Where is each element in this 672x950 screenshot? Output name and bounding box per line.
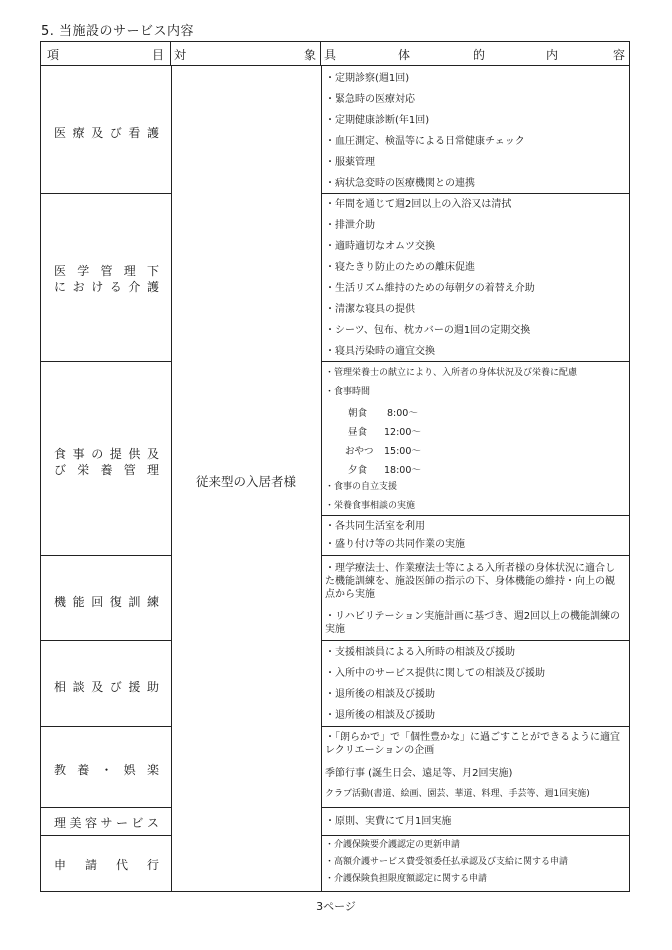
detail-medical [321, 66, 629, 194]
list-item: ・理学療法士、作業療法士等による入所者様の身体状況に適合した機能訓練を、施設医師の指示の下、身体機能の維持・向上の観点から実施 [325, 563, 615, 600]
meal-time: 18:00〜 [384, 465, 421, 476]
list-item: ・病状急変時の医療機関との連携 [325, 178, 475, 189]
meal-name: 昼食 [348, 427, 368, 438]
list-item: ・食事時間 [325, 387, 371, 397]
header-detail [321, 42, 629, 65]
list-item: ・寝具汚染時の適宜交換 [325, 346, 435, 357]
detail-beauty [321, 808, 629, 836]
category-label: に お け る 介 護 [54, 280, 159, 294]
header-detail-char: 体 [398, 48, 411, 62]
header-detail-char: 内 [546, 48, 559, 62]
target-value: 従来型の入居者様 [195, 474, 296, 489]
list-item: ・栄養食事相談の実施 [325, 501, 416, 511]
category-label: 相 談 及 び 援 助 [54, 680, 159, 694]
detail-meals [321, 362, 629, 556]
header-detail-char: 具 [324, 48, 337, 62]
category-label: 医 療 及 び 看 護 [54, 126, 159, 140]
list-item: ・介護保険負担限度額認定に関する申請 [325, 874, 488, 884]
section-title: 5. 当施設のサービス内容 [41, 24, 195, 39]
meal-name: 朝食 [348, 408, 368, 419]
list-item: ・入所中のサービス提供に関しての相談及び援助 [325, 668, 545, 679]
meal-name: 夕食 [348, 465, 368, 476]
list-item: ・年間を通じて週2回以上の入浴又は清拭 [325, 199, 512, 210]
header-target-char: 対 [174, 48, 187, 62]
list-item: ・定期健康診断(年1回) [325, 115, 430, 126]
detail-rehab [321, 556, 629, 641]
list-item: ・排泄介助 [325, 220, 375, 231]
header-item-char: 目 [151, 48, 164, 62]
column-divider [171, 66, 172, 891]
category-medical [41, 66, 171, 194]
detail-applications [321, 836, 629, 891]
header-target-char: 象 [303, 48, 316, 62]
header-detail-char: 容 [612, 48, 625, 62]
services-table [40, 41, 630, 892]
category-label: 理 美 容 サ ー ビ ス [54, 816, 159, 830]
list-item: ・介護保険要介護認定の更新申請 [325, 840, 461, 850]
header-item [41, 42, 171, 65]
list-item: ・盛り付け等の共同作業の実施 [325, 539, 465, 550]
list-item: 季節行事 (誕生日会、遠足等、月2回実施) [325, 768, 513, 779]
list-item: クラブ活動(書道、絵画、園芸、華道、料理、手芸等、週1回実施) [325, 789, 590, 799]
table-header [41, 42, 629, 66]
category-label: 申 請 代 行 [54, 858, 159, 872]
list-item: ・リハビリテーション実施計画に基づき、週2回以上の機能訓練の実施 [325, 611, 621, 635]
category-consultation [41, 641, 171, 727]
list-item: ・適時適切なオムツ交換 [325, 241, 435, 252]
category-label: 機 能 回 復 訓 練 [54, 595, 159, 609]
category-label: び 栄 養 管 理 [54, 463, 159, 477]
list-item: ・寝たきり防止のための離床促進 [325, 262, 475, 273]
list-item: ・シーツ、包布、枕カバーの週1回の定期交換 [325, 325, 531, 336]
list-item: ・食事の自立支援 [325, 482, 398, 492]
category-recreation [41, 727, 171, 808]
detail-care [321, 194, 629, 362]
category-label: 食 事 の 提 供 及 [54, 447, 159, 461]
list-item: ・原則、実費にて月1回実施 [325, 816, 452, 827]
header-target [171, 42, 321, 65]
header-detail-char: 的 [473, 48, 486, 62]
meal-time: 15:00〜 [384, 446, 421, 457]
category-label: 医 学 管 理 下 [54, 264, 159, 278]
list-item: ・血圧測定、検温等による日常健康チェック [325, 136, 525, 147]
list-item: ・定期診察(週1回) [325, 73, 410, 84]
category-beauty [41, 808, 171, 836]
detail-recreation [321, 727, 629, 808]
list-item: ・支援相談員による入所時の相談及び援助 [325, 647, 515, 658]
list-item: ・「朗らかで」で「個性豊かな」に過ごすことができるように適宜レクリエーションの企画 [325, 732, 620, 756]
sub-divider [321, 515, 629, 516]
list-item: ・緊急時の医療対応 [325, 94, 415, 105]
list-item: ・各共同生活室を利用 [325, 521, 425, 532]
header-item-char: 項 [47, 48, 60, 62]
list-item: ・高額介護サービス費受領委任払承認及び支給に関する申請 [325, 857, 569, 867]
list-item: ・退所後の相談及び援助 [325, 689, 435, 700]
category-care [41, 194, 171, 362]
detail-consultation [321, 641, 629, 727]
page-number: 3ページ [316, 900, 356, 913]
category-label: 教 養 ・ 娯 楽 [54, 763, 159, 777]
meal-time: 8:00〜 [387, 408, 418, 419]
list-item: ・清潔な寝具の提供 [325, 304, 415, 315]
list-item: ・生活リズム維持のための毎朝夕の着替え介助 [325, 283, 535, 294]
category-rehab [41, 556, 171, 641]
meal-name: おやつ [345, 446, 374, 457]
list-item: ・服薬管理 [325, 157, 375, 168]
meal-time: 12:00〜 [384, 427, 421, 438]
list-item: ・退所後の相談及び援助 [325, 710, 435, 721]
category-meals [41, 362, 171, 556]
category-applications [41, 836, 171, 891]
list-item: ・管理栄養士の献立により、入所者の身体状況及び栄養に配慮 [325, 368, 578, 378]
